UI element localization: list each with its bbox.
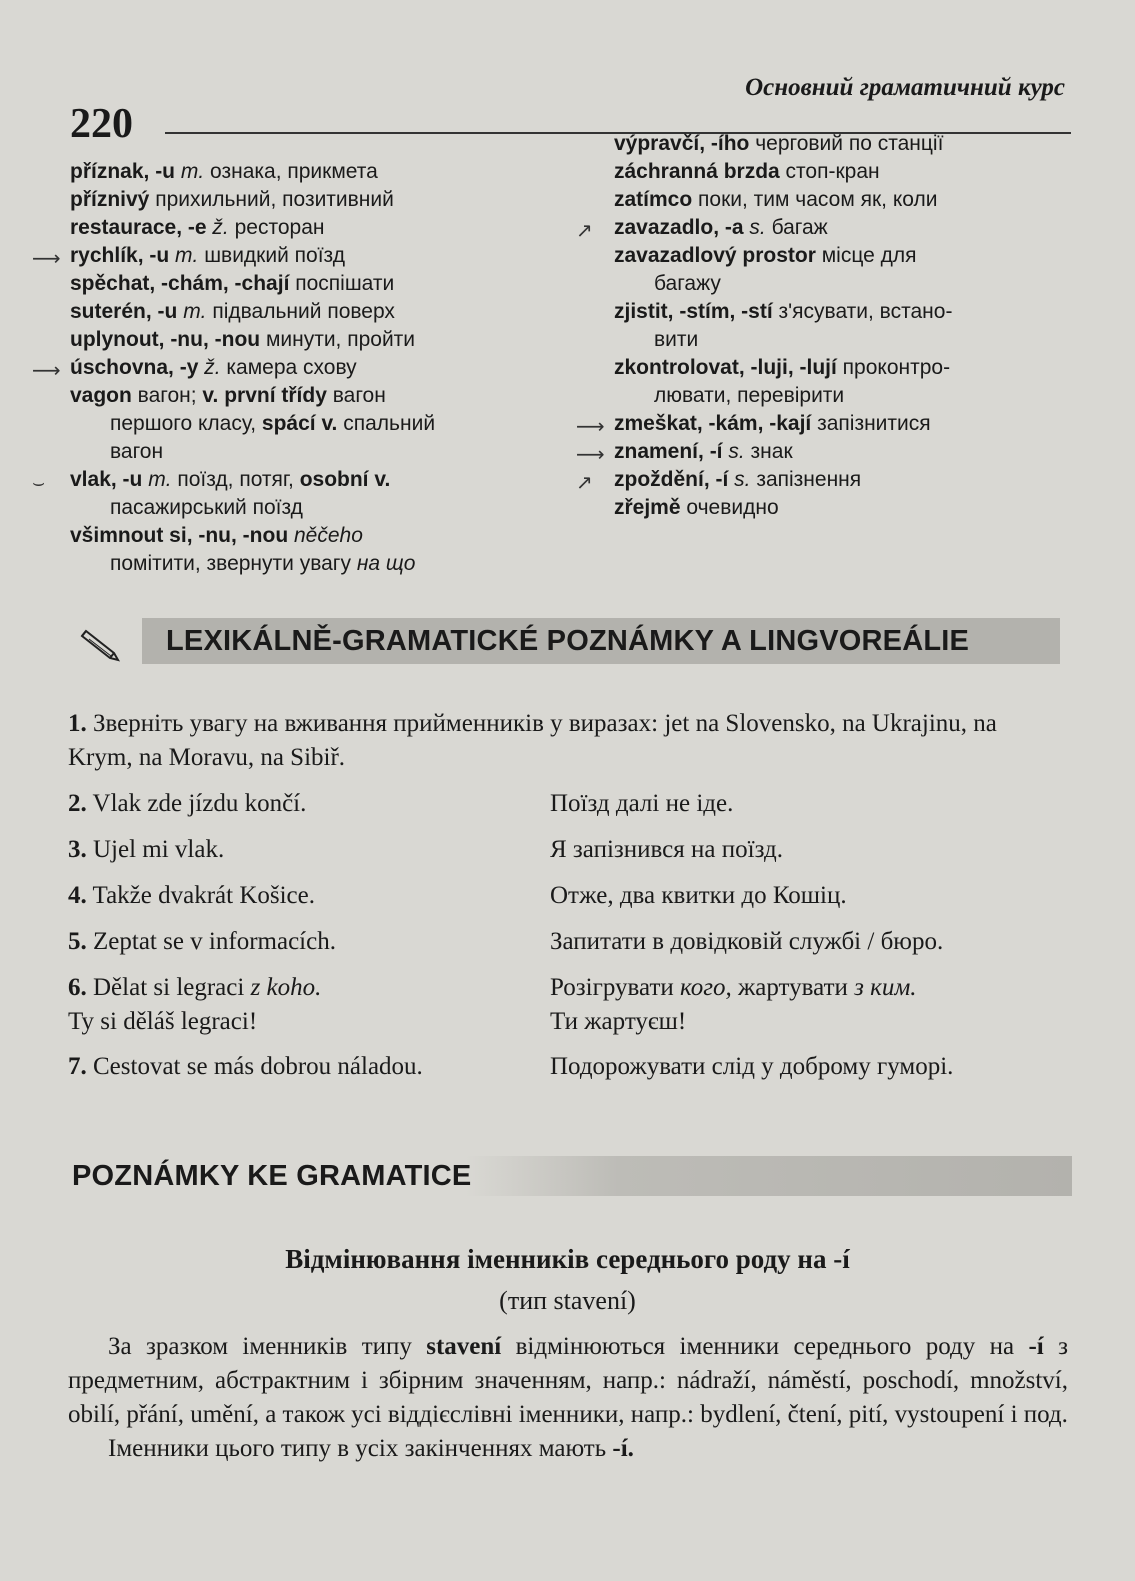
grammar-subtitle: (тип stavení) xyxy=(499,1286,636,1315)
note-item: 2. Vlak zde jízdu končí. xyxy=(68,790,307,817)
grammar-body xyxy=(68,1330,1068,1466)
hand-drawn-arrow-icon: ⟶ xyxy=(576,414,605,438)
glossary-entry: příznak, -u m. ознака, прикмета xyxy=(70,160,378,183)
note-item: 7. Cestovat se más dobrou náladou. xyxy=(68,1053,423,1080)
hand-drawn-arrow-icon: ⟶ xyxy=(32,246,61,270)
glossary-left xyxy=(32,158,550,578)
glossary-entry: zjistit, -stím, -stí з'ясувати, встано- вити xyxy=(614,300,953,351)
hand-drawn-arrow-icon: ↗ xyxy=(576,470,593,494)
glossary-entry: výpravčí, -ího черговий по станції xyxy=(614,132,944,155)
note-item-continuation: Ty si děláš legraci! xyxy=(68,1008,258,1035)
glossary-entry: zkontrolovat, -luji, -lují проконтро- лювати, перевірити xyxy=(614,356,951,407)
hand-drawn-arrow-icon: ⟶ xyxy=(576,442,605,466)
note-item: 6. Dělat si legraci z koho. xyxy=(68,974,322,1001)
note-item: 1. Зверніть увагу на вживання прийменників у виразах: jet na Slovensko, na Ukrajinu, na Krym, na Moravu, na Sibiř. xyxy=(68,710,997,771)
note-translation: Поїзд далі не іде. xyxy=(550,790,734,817)
running-title: Основний граматичний курс xyxy=(745,74,1065,101)
glossary-entry: zavazadlový prostor місце для багажу xyxy=(614,244,917,295)
hand-drawn-arrow-icon: ⌣ xyxy=(32,470,46,494)
hand-drawn-arrow-icon: ↗ xyxy=(576,218,593,242)
glossary-entry: zatímco поки, тим часом як, коли xyxy=(614,188,938,211)
paragraph: За зразком іменників типу stavení відмінюються іменники середнього роду на -í з предметним, абстрактним і збірним значенням, напр.: nádraží, náměstí, poschodí, množství, obilí, přání, umění, а також усі віддієслівні іменники, напр.: bydlení, čtení, pití, vystoupení і под. xyxy=(68,1333,1068,1428)
note-translation: Ти жартуєш! xyxy=(550,1008,687,1035)
glossary-entry: spěchat, -chám, -chají поспішати xyxy=(70,272,395,295)
pencil-icon xyxy=(74,626,124,666)
glossary-entry: suterén, -u m. підвальний поверх xyxy=(70,300,395,323)
glossary-entry: uplynout, -nu, -nou минути, пройти xyxy=(70,328,416,351)
note-item: 5. Zeptat se v informacích. xyxy=(68,928,336,955)
glossary-entry: ⟶ znamení, -í s. знак xyxy=(576,440,793,466)
glossary-entry: zřejmě очевидно xyxy=(614,496,779,519)
note-item: 4. Takže dvakrát Košice. xyxy=(68,882,315,909)
hand-drawn-arrow-icon: ⟶ xyxy=(32,358,61,382)
glossary-entry: ↗ zavazadlo, -a s. багаж xyxy=(576,216,828,242)
glossary-entry: ⟶ rychlík, -u m. швидкий поїзд xyxy=(32,244,345,270)
glossary-entry: restaurace, -e ž. ресторан xyxy=(70,216,325,239)
note-translation: Запитати в довідковій службі / бюро. xyxy=(550,928,944,955)
note-translation: Подорожувати слід у доброму гуморі. xyxy=(550,1053,954,1080)
glossary-entry: ↗ zpoždění, -í s. запізнення xyxy=(576,468,862,494)
section-heading-grammar: POZNÁMKY KE GRAMATICE xyxy=(62,1156,1072,1196)
note-translation: Я запізнився на поїзд. xyxy=(550,836,783,863)
page-number: 220 xyxy=(70,101,133,147)
glossary-entry: ⟶ úschovna, -y ž. камера схову xyxy=(32,356,357,382)
section-heading-lexical: LEXIKÁLNĚ-GRAMATICKÉ POZNÁMKY A LINGVOREÁLIE xyxy=(142,618,1060,664)
note-item: 3. Ujel mi vlak. xyxy=(68,836,225,863)
glossary-entry: záchranná brzda стоп-кран xyxy=(614,160,880,183)
note-translation: Отже, два квитки до Кошіц. xyxy=(550,882,847,909)
grammar-title: Відмінювання іменників середнього роду на -í xyxy=(285,1244,850,1274)
glossary-entry: ⟶ zmeškat, -kám, -kají запізнитися xyxy=(576,412,931,438)
paragraph: Іменники цього типу в усіх закінченнях мають -í. xyxy=(108,1435,634,1462)
glossary-entry: ⌣ vlak, -u m. поїзд, потяг, osobní v. пасажирський поїзд xyxy=(32,468,391,519)
glossary-entry: vagon вагон; v. první třídy вагон першого класу, spácí v. спальний вагон xyxy=(70,384,436,463)
glossary-right xyxy=(576,130,1054,522)
glossary-entry: všimnout si, -nu, -nou něčeho помітити, звернути увагу на що xyxy=(70,524,416,575)
note-translation: Розігрувати кого, жартувати з ким. xyxy=(550,974,917,1001)
glossary-entry: příznivý прихильний, позитивний xyxy=(70,188,394,211)
